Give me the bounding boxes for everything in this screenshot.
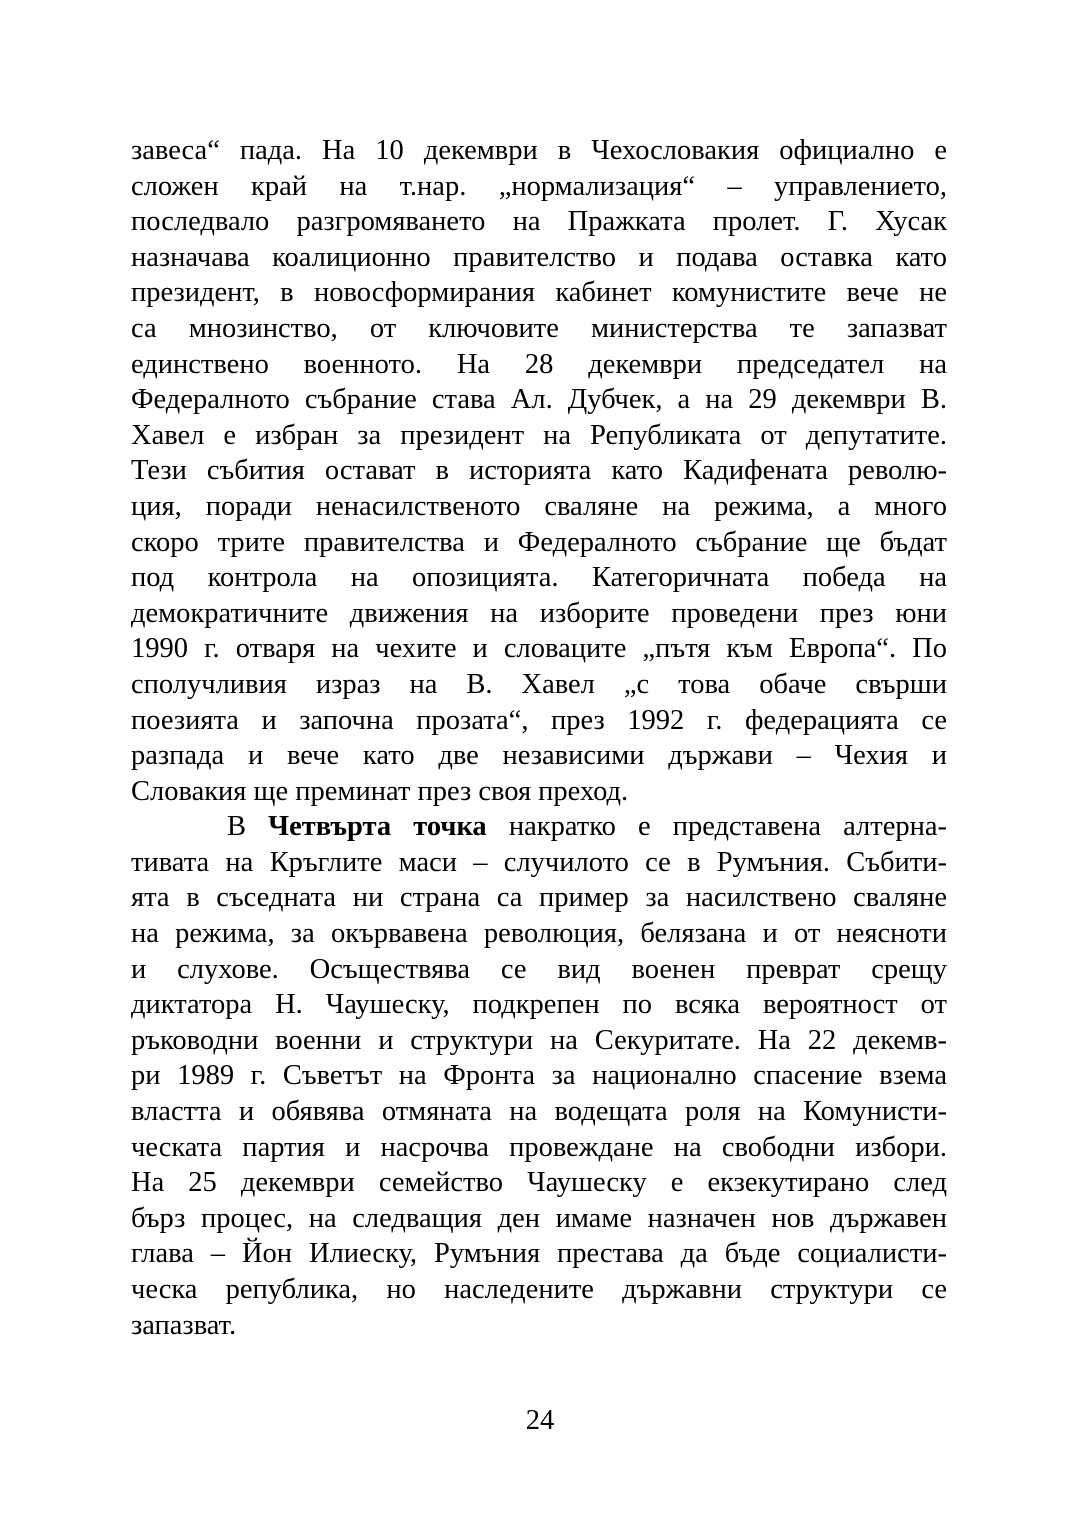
paragraph-1-line: завеса“ пада. На 10 декември в Чехословакия официално е — [131, 135, 947, 166]
paragraph-1-line: под контрола на опозицията. Категоричната победа на — [131, 562, 947, 594]
paragraph-2-line: ята в съседната ни страна са пример за насилствено сваляне — [131, 882, 947, 914]
paragraph-2-line: ри 1989 г. Съветът на Фронта за национално спасение взема — [131, 1060, 947, 1092]
paragraph-1-line: Хавел е избран за президент на Републиката от депутатите. — [131, 419, 947, 451]
paragraph-2-line: диктатора Н. Чаушеску, подкрепен по всяка вероятност от — [131, 989, 947, 1021]
paragraph-2-line: глава – Йон Илиеску, Румъния престава да бъде социалисти- — [131, 1238, 947, 1270]
paragraph-2 — [131, 809, 947, 1343]
paragraph-1-line: поезията и започна прозата“, през 1992 г. федерацията се — [131, 704, 947, 736]
paragraph-2-line: ческа република, но наследените държавни структури се — [131, 1274, 947, 1305]
paragraph-1-line: президент, в новосформирания кабинет комунистите вече не — [131, 277, 947, 309]
paragraph-1-line: назначава коалиционно правителство и подава оставка като — [131, 241, 947, 273]
paragraph-1-line: разпада и вече като две независими държави – Чехия и — [131, 740, 947, 772]
paragraph-2-prefix: В — [227, 811, 269, 843]
paragraph-1-line: демократичните движения на изборите проведени през юни — [131, 597, 947, 629]
paragraph-1-line: са мнозинство, от ключовите министерства те запазват — [131, 312, 947, 344]
paragraph-1-line: скоро трите правителства и Федералното събрание ще бъдат — [131, 526, 947, 558]
body-text — [131, 133, 947, 1343]
paragraph-1-line: 1990 г. отваря на чехите и словаците „пътя към Европа“. По — [131, 633, 947, 665]
paragraph-2-line: На 25 декември семейство Чаушеску е екзекутирано след — [131, 1167, 947, 1199]
paragraph-2-line: ческата партия и насрочва провеждане на свободни избори. — [131, 1131, 947, 1163]
paragraph-1-line: Тези събития остават в историята като Кадифената револю- — [131, 455, 947, 487]
paragraph-2-line: и слухове. Осъществява се вид военен преврат срещу — [131, 953, 947, 985]
paragraph-1-line: сполучливия израз на В. Хавел „с това обаче свърши — [131, 668, 947, 700]
paragraph-2-first-line — [131, 809, 947, 845]
page-number: 24 — [525, 1405, 555, 1436]
paragraph-2-line: бърз процес, на следващия ден имаме назначен нов държавен — [131, 1202, 947, 1234]
paragraph-1-line: единствено военното. На 28 декември председател на — [131, 348, 947, 380]
paragraph-2-line: властта и обявява отмяната на водещата роля на Комунисти- — [131, 1096, 947, 1128]
paragraph-1 — [131, 133, 947, 809]
paragraph-1-line: сложен край на т.нар. „нормализация“ – управлението, — [131, 170, 947, 202]
paragraph-1-line: последвало разгромяването на Пражката пролет. Г. Хусак — [131, 206, 947, 238]
paragraph-1-line: Федералното събрание става Ал. Дубчек, а на 29 декември В. — [131, 384, 947, 416]
section-reference: Четвърта точка — [268, 811, 487, 843]
paragraph-2-line: тивата на Кръглите маси – случилото се в Румъния. Събити- — [131, 846, 947, 878]
paragraph-1-line: ция, поради ненасилственото сваляне на режима, а много — [131, 490, 947, 522]
paragraph-2-line: на режима, за окървавена революция, белязана и от неясноти — [131, 918, 947, 950]
paragraph-1-line: Словакия ще преминат през своя преход. — [131, 775, 629, 807]
paragraph-2-line: запазват. — [131, 1309, 237, 1341]
paragraph-2-line: ръководни военни и структури на Секуритате. На 22 декемв- — [131, 1024, 947, 1056]
paragraph-2-first-line-rest: накратко е представена алтерна- — [486, 811, 947, 843]
